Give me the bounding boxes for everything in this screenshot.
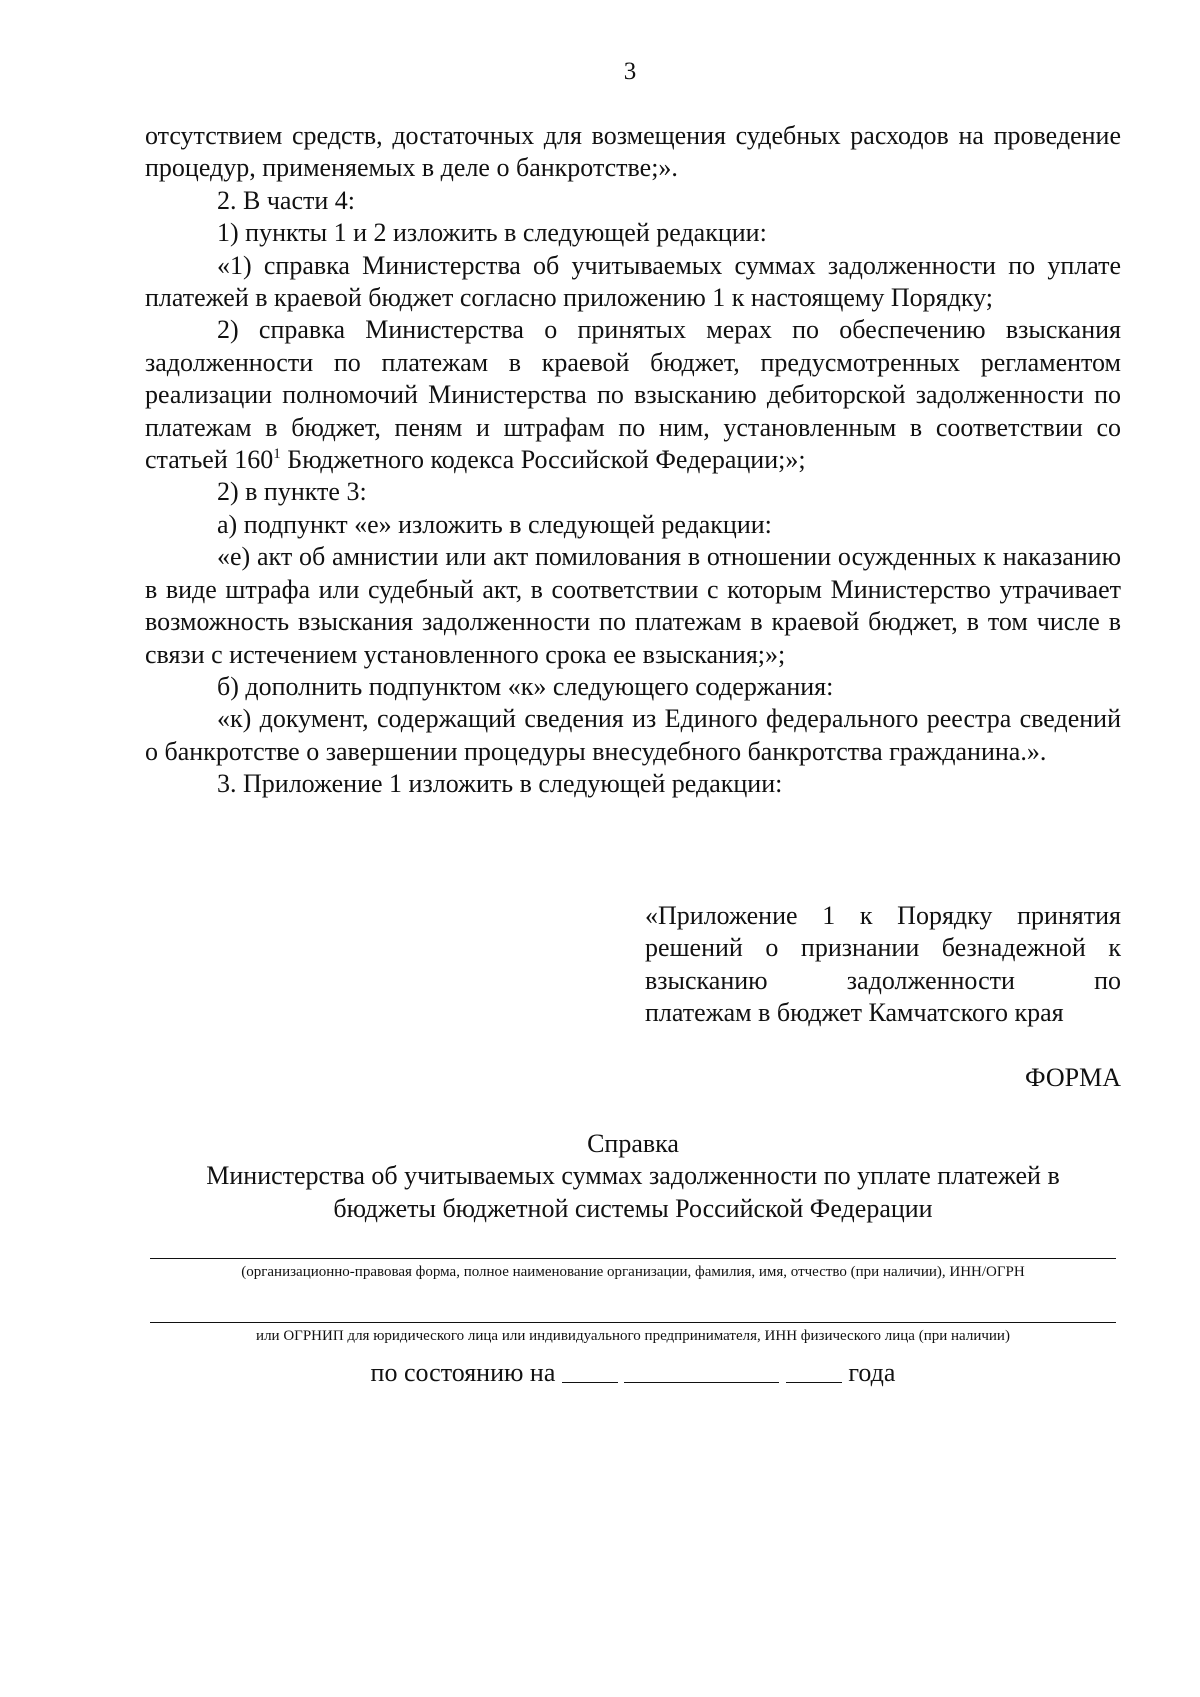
day-blank xyxy=(562,1358,618,1383)
paragraph-10: «к) документ, содержащий сведения из Единого федерального реестра сведений о банкротстве о завершении процедуры внесудебного банкротства гражданина.». xyxy=(145,704,1121,766)
paragraph-1: отсутствием средств, достаточных для возмещения судебных расходов на проведение процедур, применяемых в деле о банкротстве;». xyxy=(145,121,1121,183)
paragraph-6: 2) в пункте 3: xyxy=(217,477,367,507)
fill-in-caption: (организационно-правовая форма, полное наименование организации, фамилия, имя, отчество (при наличии), ИНН/ОГРН xyxy=(241,1264,1025,1280)
date-prefix: по состоянию на xyxy=(370,1358,556,1387)
paragraph-5-tail: Бюджетного кодекса Российской Федерации;»; xyxy=(280,445,806,475)
paragraph-8: «е) акт об амнистии или акт помилования в отношении осужденных к наказанию в виде штрафа или судебный акт, в соответствии с которым Министерство утрачивает возможность взыскания задолженности по платежам в краевой бюджет, в том числе в связи с истечением установленного срока ее взыскания;»; xyxy=(145,542,1121,669)
fill-in-line xyxy=(150,1322,1116,1323)
paragraph-7: а) подпункт «е» изложить в следующей редакции: xyxy=(217,509,772,539)
form-label: ФОРМА xyxy=(1025,1063,1121,1092)
superscript: 1 xyxy=(273,446,281,463)
paragraph-11: 3. Приложение 1 изложить в следующей редакции: xyxy=(217,769,783,799)
paragraph-3: 1) пункты 1 и 2 изложить в следующей редакции: xyxy=(217,218,767,248)
paragraph-2: 2. В части 4: xyxy=(217,185,355,215)
paragraph-4: «1) справка Министерства об учитываемых суммах задолженности по уплате платежей в краевой бюджет согласно приложению 1 к настоящему Порядку; xyxy=(145,250,1121,313)
date-suffix: года xyxy=(848,1358,896,1387)
paragraph-5-text: 2) справка Министерства о принятых мерах по обеспечению взыскания задолженности по платежам в краевой бюджет, предусмотренных регламентом реализации полномочий Министерства по взысканию дебиторской задолженности по платежам в бюджет, пеням и штрафам по ним, установленным в соответствии со статьей 160 xyxy=(145,315,1121,475)
appendix-note-line: платежам в бюджет Камчатского края xyxy=(645,998,1064,1028)
fill-in-caption: или ОГРНИП для юридического лица или индивидуального предпринимателя, ИНН физического лица (при наличии) xyxy=(256,1328,1010,1344)
appendix-note-line: «Приложение 1 к Порядку принятия xyxy=(645,901,1121,930)
date-line xyxy=(145,1358,1121,1388)
form-title-line: Справка xyxy=(587,1129,679,1158)
paragraph-5 xyxy=(145,314,1121,476)
appendix-note xyxy=(645,900,1121,1030)
paragraph-9: б) дополнить подпунктом «к» следующего содержания: xyxy=(217,671,834,701)
month-blank xyxy=(624,1358,779,1383)
page-number: 3 xyxy=(623,58,637,85)
year-blank xyxy=(786,1358,842,1383)
form-title-line: бюджеты бюджетной системы Российской Федерации xyxy=(333,1193,933,1223)
body-text xyxy=(145,120,1121,801)
form-title-line: Министерства об учитываемых суммах задолженности по уплате платежей в xyxy=(206,1161,1060,1191)
fill-in-line xyxy=(150,1258,1116,1259)
form-title xyxy=(145,1128,1121,1225)
appendix-note-line: взысканию задолженности по xyxy=(645,965,1121,995)
appendix-note-line: решений о признании безнадежной к xyxy=(645,933,1121,963)
